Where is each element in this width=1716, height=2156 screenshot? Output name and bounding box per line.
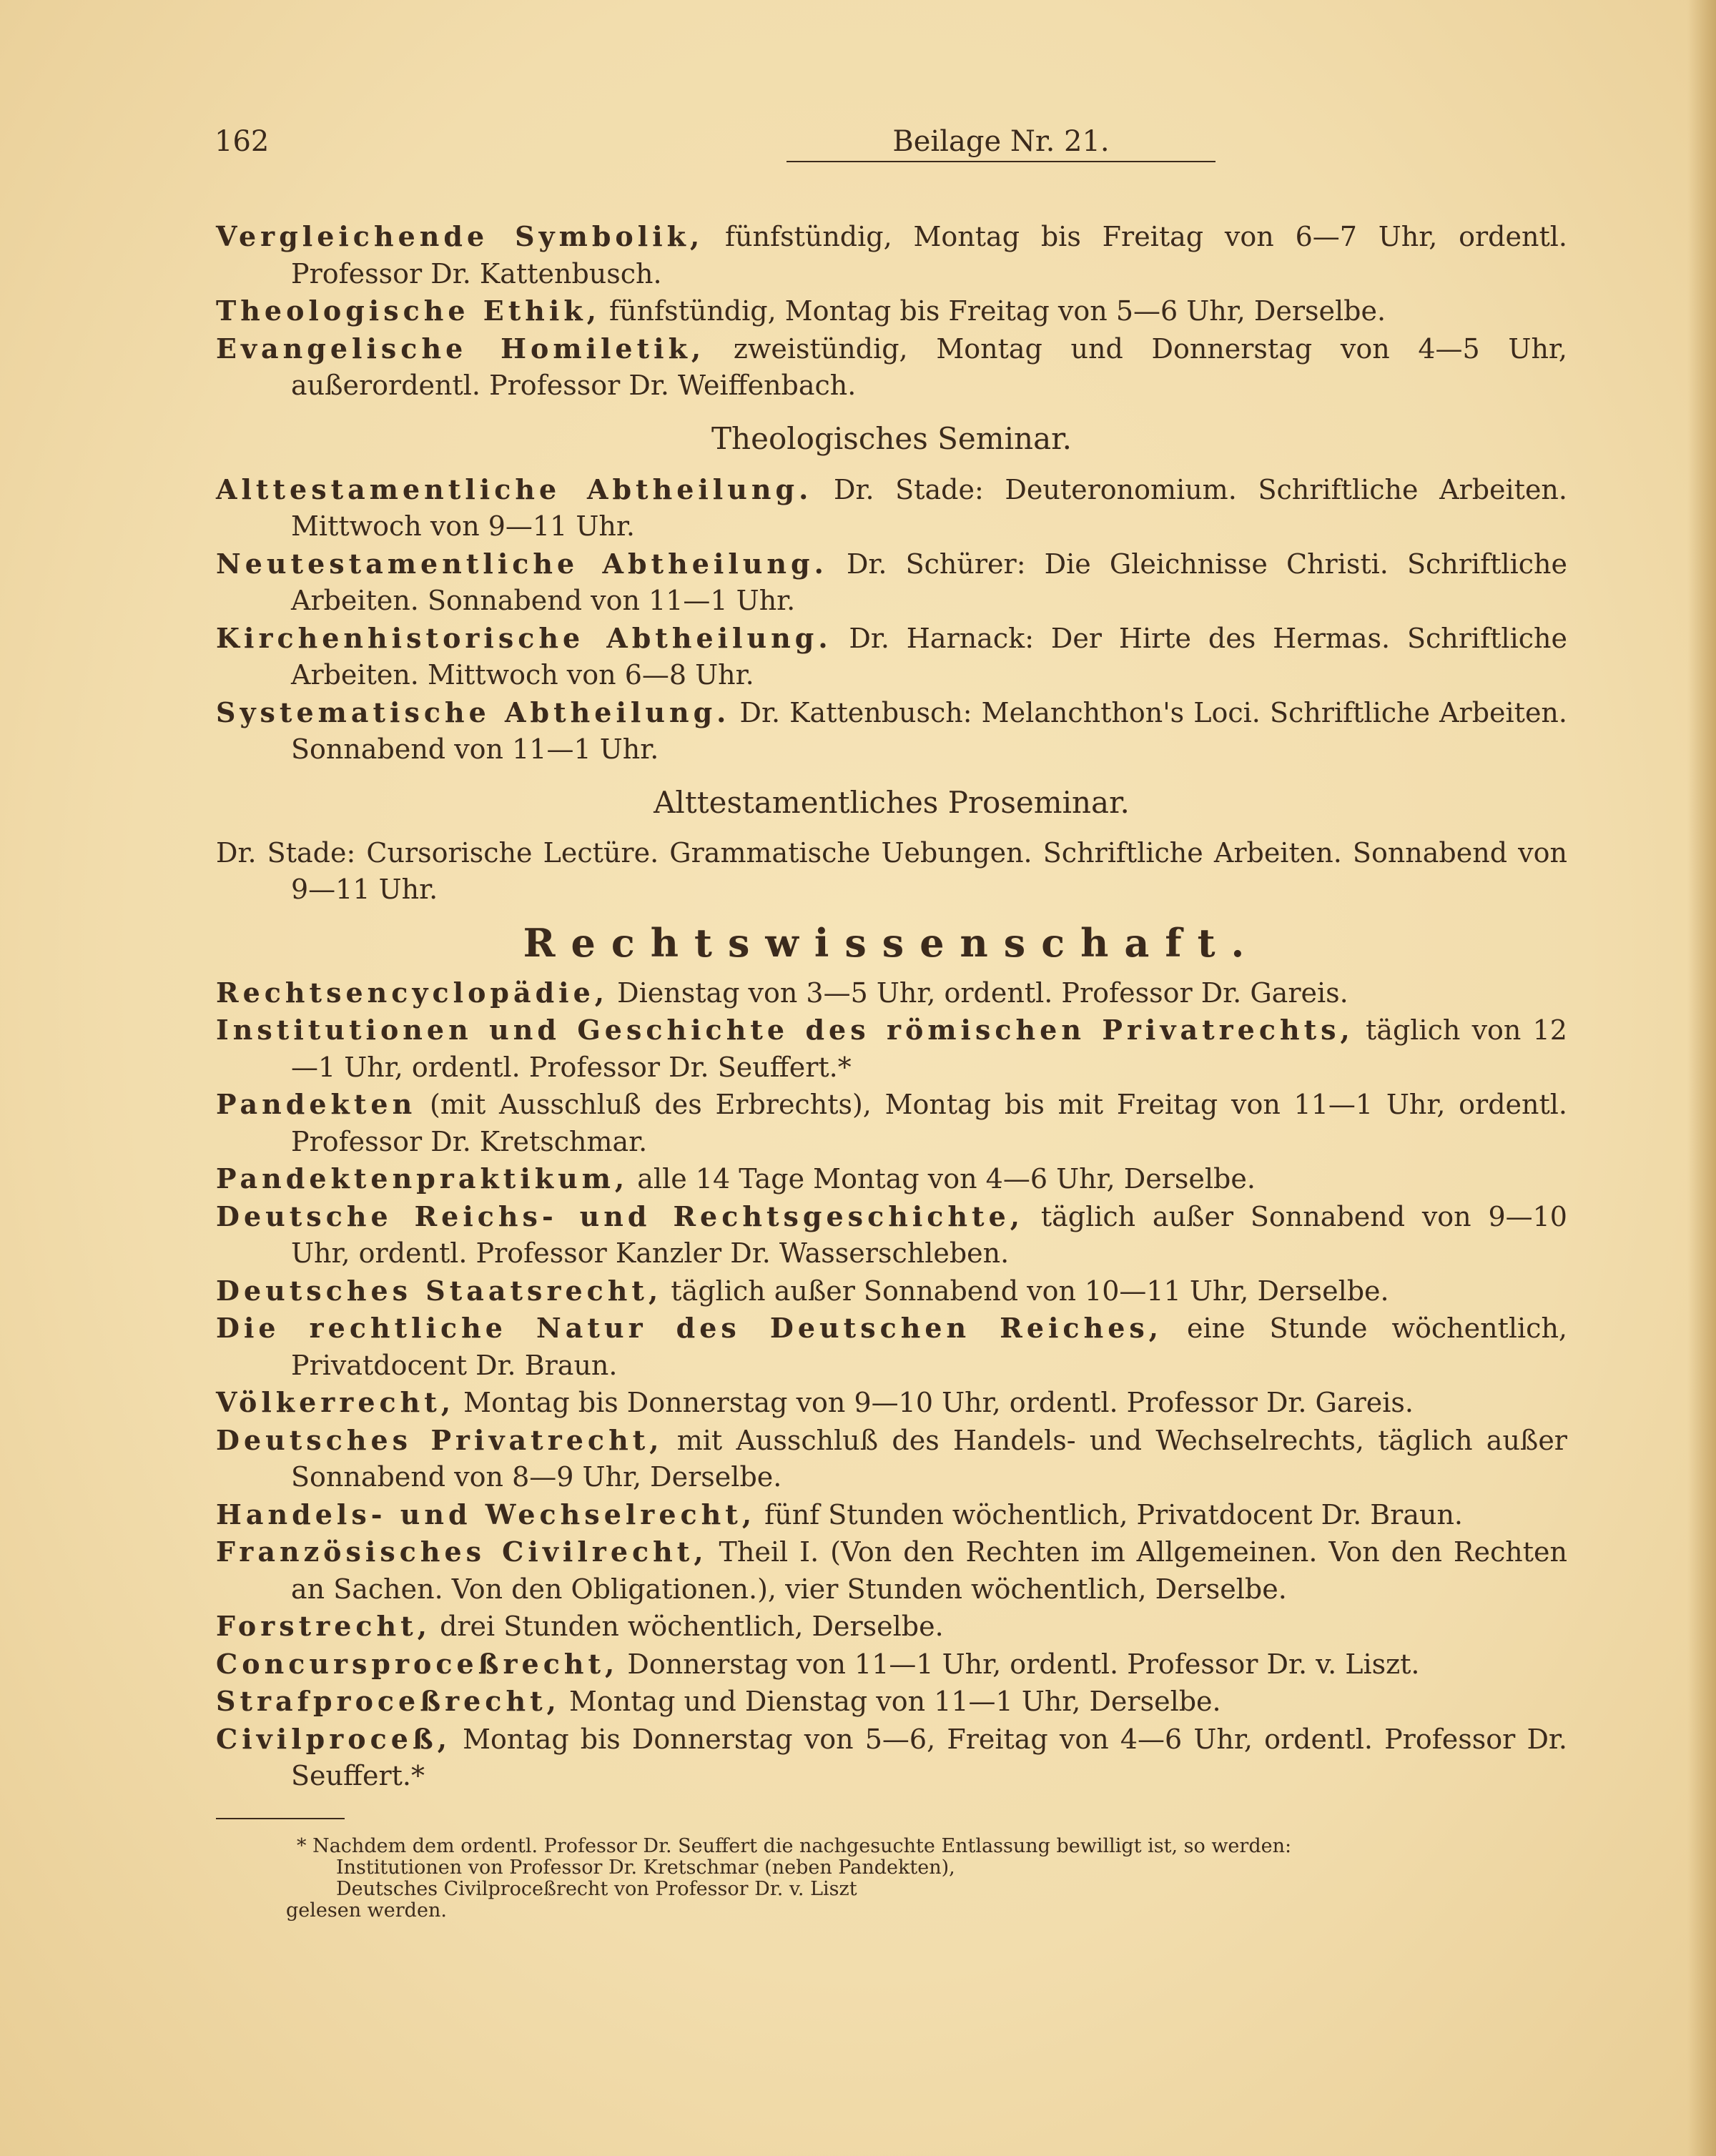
lecture-entry [216,1422,1567,1496]
lecture-entry [216,545,1567,620]
proseminar-text: Dr. Stade: Cursorische Lectüre. Grammatische Uebungen. Schriftliche Arbeiten. Sonnabend von 9—11 Uhr. [216,836,1567,905]
lecture-entry [216,1086,1567,1160]
lecture-details: (mit Ausschluß des Erbrechts), Montag bis mit Freitag von 11—1 Uhr, ordentl. Professor Dr. Kretschmar. [291,1089,1567,1157]
lecture-entry [216,471,1567,545]
lecture-entry [216,1310,1567,1384]
lecture-details: Dr. Harnack: Der Hirte des Hermas. Schriftliche Arbeiten. Mittwoch von 6—8 Uhr. [291,622,1567,691]
lecture-entry [216,1160,1567,1198]
lecture-details: Montag bis Donnerstag von 9—10 Uhr, ordentl. Professor Dr. Gareis. [463,1387,1414,1418]
lecture-entry [216,1533,1567,1608]
lecture-title: Neutestamentliche Abtheilung. [216,547,828,580]
lecture-title: Evangelische Homiletik, [216,332,706,365]
footnote-line: * Nachdem dem ordentl. Professor Dr. Seuffert die nachgesuchte Entlassung bewilligt ist, so werden: [297,1835,1292,1857]
lecture-entry [216,694,1567,768]
lecture-title: Theologische Ethik, [216,295,601,327]
lecture-details: Dienstag von 3—5 Uhr, ordentl. Professor Dr. Gareis. [617,976,1348,1009]
law-heading: Rechtswissenschaft. [523,919,1261,966]
lecture-title: Die rechtliche Natur des Deutschen Reiches, [216,1312,1163,1344]
lecture-title: Völkerrecht, [216,1386,455,1418]
lecture-details: Montag bis Donnerstag von 5—6, Freitag von 4—6 Uhr, ordentl. Professor Dr. Seuffert.* [291,1723,1567,1791]
page-number: 162 [214,125,270,158]
lecture-details: Theil I. (Von den Rechten im Allgemeinen. Von den Rechten an Sachen. Von den Obligationen.), vier Stunden wöchentlich, Derselbe. [291,1536,1567,1605]
lecture-details: fünfstündig, Montag bis Freitag von 5—6 Uhr, Derselbe. [609,295,1386,327]
lecture-details: Dr. Kattenbusch: Melanchthon's Loci. Schriftliche Arbeiten. Sonnabend von 11—1 Uhr. [291,696,1567,765]
lecture-details: drei Stunden wöchentlich, Derselbe. [440,1611,944,1642]
footnote [286,1836,1430,1922]
page-edge-shadow [1687,0,1716,2156]
seminar-heading: Theologisches Seminar. [711,420,1072,456]
lecture-entry [216,1384,1567,1422]
lecture-title: Forstrecht, [216,1610,431,1642]
page-body [216,218,1567,1795]
lecture-title: Rechtsencyclopädie, [216,976,609,1009]
lecture-title: Concursproceßrecht, [216,1647,619,1680]
lecture-details: eine Stunde wöchentlich, Privatdocent Dr. Braun. [291,1312,1568,1381]
seminar-list [216,471,1567,768]
proseminar-heading: Alttestamentliches Proseminar. [654,784,1130,820]
lecture-details: mit Ausschluß des Handels- und Wechselrechts, täglich außer Sonnabend von 8—9 Uhr, Derselbe. [291,1424,1567,1493]
lecture-details: fünf Stunden wöchentlich, Privatdocent Dr. Braun. [764,1498,1464,1531]
lecture-entry [216,218,1567,292]
lecture-details: Montag und Dienstag von 11—1 Uhr, Derselbe. [568,1686,1221,1717]
footnote-rule [216,1818,345,1819]
running-title: Beilage Nr. 21. [786,125,1216,162]
lecture-title: Deutsches Privatrecht, [216,1423,664,1456]
footnote-line: gelesen werden. [286,1899,447,1922]
law-lectures [216,974,1567,1795]
lecture-title: Systematische Abtheilung. [216,696,731,728]
lecture-entry [216,1198,1567,1272]
lecture-entry [216,1608,1567,1646]
lecture-title: Deutsche Reichs- und Rechtsgeschichte, [216,1200,1024,1232]
lecture-details: Dr. Schürer: Die Gleichnisse Christi. Schriftliche Arbeiten. Sonnabend von 11—1 Uhr. [291,548,1567,616]
lecture-details: Donnerstag von 11—1 Uhr, ordentl. Professor Dr. v. Liszt. [627,1648,1420,1680]
lecture-title: Deutsches Staatsrecht, [216,1274,663,1307]
lecture-title: Alttestamentliche Abtheilung. [216,473,813,505]
lecture-title: Französisches Civilrecht, [216,1536,708,1568]
lecture-title: Vergleichende Symbolik, [216,220,704,252]
lecture-details: alle 14 Tage Montag von 4—6 Uhr, Derselbe. [637,1163,1256,1195]
footnote-line: Deutsches Civilproceßrecht von Professor Dr. v. Liszt [336,1878,857,1900]
lecture-title: Institutionen und Geschichte des römischen Privatrechts, [216,1014,1354,1046]
theology-lectures [216,218,1567,405]
lecture-entry [216,1012,1567,1086]
lecture-entry [216,330,1567,405]
lecture-entry [216,1496,1567,1534]
lecture-title: Pandektenpraktikum, [216,1162,629,1195]
lecture-title: Strafproceßrecht, [216,1685,561,1717]
footnote-line: Institutionen von Professor Dr. Kretschmar (neben Pandekten), [336,1856,955,1879]
lecture-details: Dr. Stade: Deuteronomium. Schriftliche Arbeiten. Mittwoch von 9—11 Uhr. [291,473,1567,542]
lecture-title: Pandekten [216,1088,417,1120]
lecture-details: zweistündig, Montag und Donnerstag von 4—5 Uhr, außerordentl. Professor Dr. Weiffenbach. [291,332,1567,401]
lecture-entry [216,292,1567,330]
lecture-details: fünfstündig, Montag bis Freitag von 6—7 Uhr, ordentl. Professor Dr. Kattenbusch. [291,221,1567,290]
lecture-entry [216,1272,1567,1310]
lecture-title: Civilproceß, [216,1722,451,1755]
lecture-entry [216,1683,1567,1721]
lecture-entry [216,620,1567,694]
lecture-details: täglich außer Sonnabend von 10—11 Uhr, Derselbe. [671,1275,1389,1307]
lecture-entry [216,1721,1567,1795]
lecture-entry [216,974,1567,1012]
lecture-title: Kirchenhistorische Abtheilung. [216,621,832,654]
lecture-details: täglich außer Sonnabend von 9—10 Uhr, ordentl. Professor Kanzler Dr. Wasserschleben. [291,1200,1567,1269]
lecture-title: Handels- und Wechselrecht, [216,1498,756,1531]
lecture-details: täglich von 12—1 Uhr, ordentl. Professor Dr. Seuffert.* [291,1014,1567,1083]
page-header [214,125,1566,168]
lecture-entry [216,1646,1567,1683]
